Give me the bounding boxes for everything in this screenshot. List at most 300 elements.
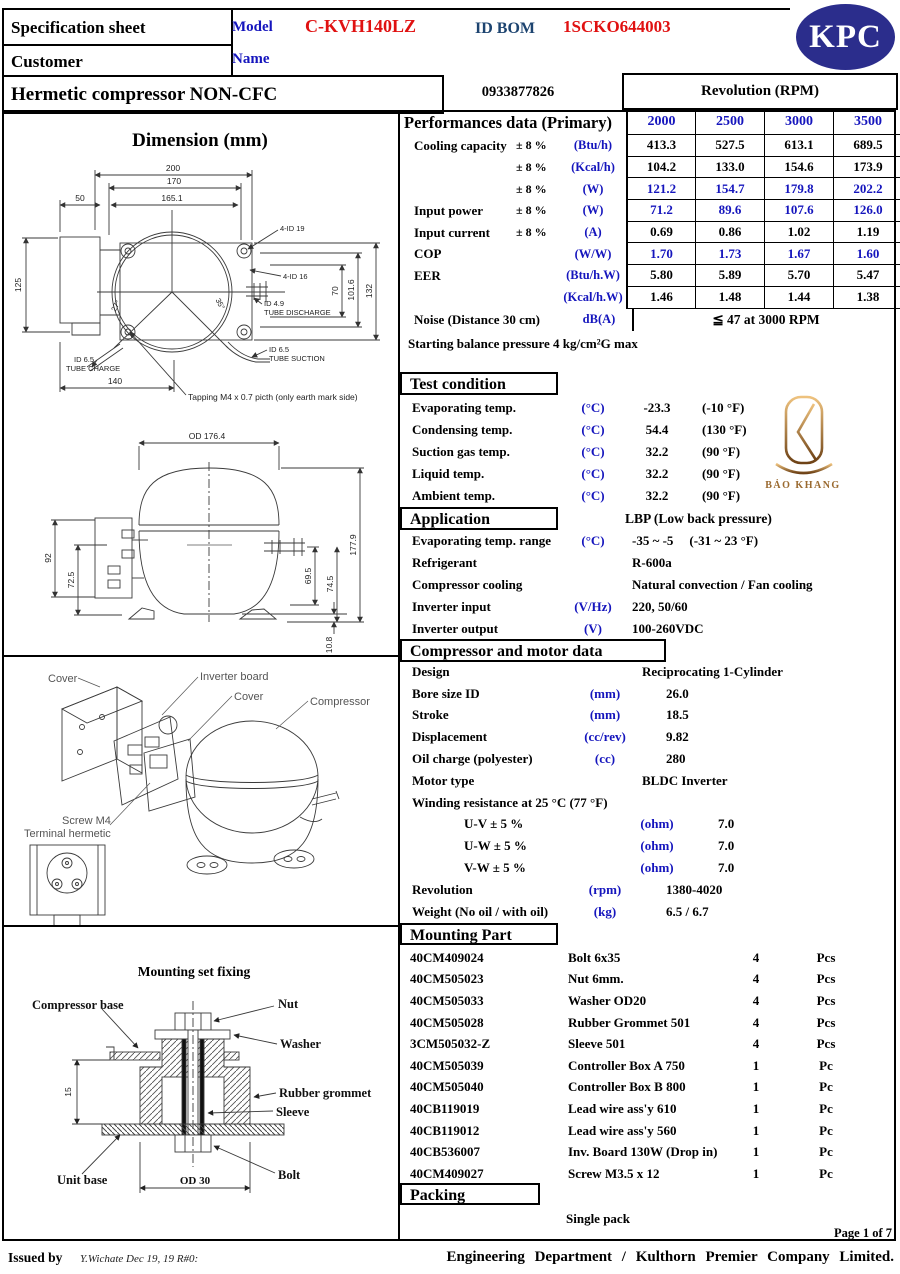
svg-text:Compressor: Compressor: [310, 696, 370, 708]
customer-label: Customer: [11, 51, 83, 71]
perf-value: 5.47: [833, 265, 900, 287]
row-value: Natural convection / Fan cooling: [632, 577, 813, 592]
perf-row-unit: (Kcal/h.W): [563, 290, 623, 305]
mounting-part-row: [400, 969, 898, 991]
part-quantity: 4: [752, 1036, 760, 1052]
perf-value: 1.73: [695, 243, 764, 265]
svg-text:Screw M4: Screw M4: [62, 815, 111, 827]
row-unit: (°C): [581, 444, 605, 459]
part-quantity: 1: [752, 1165, 760, 1181]
svg-text:4-ID 16: 4-ID 16: [283, 272, 308, 281]
part-description: Controller Box B 800: [568, 1079, 686, 1095]
row-unit: (°C): [581, 533, 605, 548]
perf-value: 613.1: [764, 135, 833, 157]
performance-row: [400, 287, 898, 309]
perf-row-tolerance: [516, 287, 560, 309]
part-quantity: 1: [752, 1057, 760, 1073]
perf-value: 5.70: [764, 265, 833, 287]
row-label: Suction gas temp.: [412, 444, 510, 459]
svg-text:Terminal hermetic: Terminal hermetic: [24, 828, 111, 840]
row-value: 220, 50/60: [632, 599, 688, 614]
row-value: 9.82: [666, 729, 689, 745]
motor-data-row: [400, 792, 898, 814]
noise-row: [400, 309, 898, 331]
rpm-column: 2000: [626, 110, 695, 135]
perf-row-label: Cooling capacity: [414, 137, 507, 153]
part-quantity: 4: [752, 949, 760, 965]
issued-by-signature: Y.Wichate Dec 19, 19 R#0:: [80, 1253, 199, 1265]
part-unit: Pcs: [816, 949, 836, 965]
product-box: [2, 75, 444, 114]
svg-text:69.5: 69.5: [303, 567, 313, 585]
side-view-dimensions: [51, 443, 364, 634]
svg-text:Compressor base: Compressor base: [32, 998, 124, 1012]
part-unit: Pc: [819, 1057, 833, 1073]
part-description: Inv. Board 130W (Drop in): [568, 1144, 718, 1160]
row-value: 32.2: [645, 444, 669, 459]
id-bom-value: 1SCKO644003: [563, 17, 671, 36]
svg-text:140: 140: [107, 376, 123, 386]
perf-value: 104.2: [626, 157, 695, 179]
row-label: Evaporating temp. range: [412, 533, 552, 548]
part-number: 40CM505028: [410, 1014, 484, 1030]
mounting-fixing-drawing: [2, 927, 398, 1241]
row-value: 100-260VDC: [632, 621, 704, 636]
perf-row-tolerance: ± 8 %: [516, 138, 547, 153]
motor-data-row: [400, 683, 898, 705]
svg-text:170: 170: [166, 176, 182, 186]
performance-row: [400, 200, 898, 222]
row-unit: (ohm): [640, 838, 674, 854]
motor-data-row: [400, 879, 898, 901]
page-number: Page 1 of 7: [834, 1226, 892, 1240]
row-unit: (V): [583, 621, 603, 636]
part-description: Lead wire ass'y 610: [568, 1100, 677, 1116]
motor-data-row: [400, 835, 898, 857]
motor-data-row: [400, 661, 898, 683]
svg-text:70: 70: [330, 286, 340, 296]
application-row: [400, 618, 898, 640]
mounting-part-row: [400, 990, 898, 1012]
part-unit: Pc: [819, 1165, 833, 1181]
perf-row-unit: (W): [582, 203, 604, 218]
row-alt-value: (-10 °F): [702, 400, 745, 415]
perf-row-tolerance: ± 8 %: [516, 160, 547, 175]
perf-row-tolerance: ± 8 %: [516, 225, 547, 240]
svg-text:TUBE CHARGE: TUBE CHARGE: [66, 364, 121, 373]
svg-text:Bolt: Bolt: [278, 1168, 301, 1182]
row-unit: (°C): [581, 422, 605, 437]
part-number: 40CM409024: [410, 949, 484, 965]
row-label: Weight (No oil / with oil): [412, 903, 549, 919]
performance-header-row: [400, 110, 898, 135]
perf-value: 689.5: [833, 135, 900, 157]
svg-text:TUBE SUCTION: TUBE SUCTION: [269, 354, 325, 363]
row-unit: (mm): [589, 707, 621, 723]
bao-khang-watermark: [748, 392, 858, 492]
svg-text:4-ID 19: 4-ID 19: [280, 224, 305, 233]
perf-row-label: [400, 178, 516, 200]
exploded-view-drawing: [2, 657, 398, 925]
row-unit: (V/Hz): [574, 599, 612, 614]
part-quantity: 4: [752, 992, 760, 1008]
part-description: Screw M3.5 x 12: [568, 1165, 660, 1181]
performance-row: [400, 157, 898, 179]
svg-text:72.5: 72.5: [66, 571, 76, 589]
perf-value: 202.2: [833, 178, 900, 200]
svg-text:Rubber grommet: Rubber grommet: [279, 1086, 372, 1100]
side-view-outline: [95, 462, 305, 622]
part-description: Washer OD20: [568, 992, 647, 1008]
perf-row-tolerance: [516, 265, 560, 287]
perf-value: 173.9: [833, 157, 900, 179]
part-unit: Pc: [819, 1100, 833, 1116]
part-number: 40CM505033: [410, 992, 484, 1008]
row-value: Reciprocating 1-Cylinder: [642, 663, 783, 679]
row-unit: (cc): [594, 751, 616, 767]
perf-value: 71.2: [626, 200, 695, 222]
row-label: Displacement: [412, 729, 488, 745]
svg-text:Cover: Cover: [234, 691, 264, 703]
svg-text:ID 4.9: ID 4.9: [264, 299, 285, 308]
row-value: R-600a: [632, 555, 672, 570]
model-label: Model: [232, 19, 273, 35]
row-alt-value: (90 °F): [702, 488, 741, 503]
application-row: [400, 596, 898, 618]
application-row: [400, 552, 898, 574]
mounting-part-row: [400, 1120, 898, 1142]
row-label: Winding resistance at 25 °C (77 °F): [412, 794, 608, 810]
section-application: Application: [400, 507, 558, 530]
section-packing: Packing: [400, 1183, 540, 1205]
row-label: V-W ± 5 %: [464, 860, 526, 876]
row-label: Liquid temp.: [412, 466, 485, 481]
perf-row-tolerance: [516, 243, 560, 265]
noise-unit: dB(A): [582, 312, 616, 327]
side-view-labels: [43, 431, 358, 653]
mounting-part-row: [400, 947, 898, 969]
performance-row: [400, 178, 898, 200]
application-row: [400, 530, 898, 552]
perf-value: 1.48: [695, 287, 764, 309]
customer-box: [2, 44, 233, 79]
top-view-labels: [13, 163, 374, 402]
perf-value: 0.86: [695, 222, 764, 244]
page-title: Specification sheet: [11, 18, 146, 37]
row-label: Motor type: [412, 772, 475, 788]
svg-text:27°: 27°: [109, 298, 123, 313]
part-unit: Pc: [819, 1144, 833, 1160]
part-unit: Pcs: [816, 1014, 836, 1030]
company-name: Engineering Department / Kulthorn Premier Company Limited.: [446, 1249, 894, 1265]
row-unit: (mm): [589, 685, 621, 701]
perf-value: 1.46: [626, 287, 695, 309]
row-label: Evaporating temp.: [412, 400, 516, 415]
part-quantity: 1: [752, 1100, 760, 1116]
part-quantity: 1: [752, 1079, 760, 1095]
performance-row: [400, 222, 898, 244]
perf-value: 179.8: [764, 178, 833, 200]
perf-value: 5.89: [695, 265, 764, 287]
part-unit: Pcs: [816, 992, 836, 1008]
row-unit: (cc/rev): [584, 729, 626, 745]
mounting-part-row: [400, 1033, 898, 1055]
perf-row-label: Input current: [414, 224, 490, 240]
svg-text:74.5: 74.5: [325, 575, 335, 593]
row-value: 18.5: [666, 707, 689, 723]
row-value: 6.5 / 6.7: [666, 903, 709, 919]
noise-value: ≦ 47 at 3000 RPM: [632, 309, 898, 331]
perf-value: 5.80: [626, 265, 695, 287]
perf-value: 1.44: [764, 287, 833, 309]
svg-text:Washer: Washer: [280, 1037, 321, 1051]
performance-row: [400, 243, 898, 265]
mounting-fix-title: Mounting set fixing: [137, 964, 251, 979]
perf-row-label: [400, 157, 516, 179]
perf-value: 121.2: [626, 178, 695, 200]
perf-row-unit: (A): [584, 225, 602, 240]
rpm-column: 2500: [695, 110, 764, 135]
svg-text:Tapping M4 x 0.7 picth (only e: Tapping M4 x 0.7 picth (only earth mark side): [188, 392, 358, 402]
part-description: Nut 6mm.: [568, 971, 624, 987]
svg-text:50: 50: [75, 193, 85, 203]
exploded-labels: [24, 671, 370, 840]
part-description: Bolt 6x35: [568, 949, 621, 965]
perf-row-unit: (Kcal/h): [571, 160, 615, 175]
svg-text:Inverter board: Inverter board: [200, 671, 269, 683]
row-label: Ambient temp.: [412, 488, 496, 503]
part-number: 40CM409027: [410, 1165, 484, 1181]
part-quantity: 1: [752, 1122, 760, 1138]
perf-row-label: [400, 287, 516, 309]
perf-value: 1.19: [833, 222, 900, 244]
row-label: Stroke: [412, 707, 449, 723]
row-value: 32.2: [645, 488, 669, 503]
motor-data-row: [400, 748, 898, 770]
row-label: Inverter input: [412, 599, 491, 614]
mounting-fix-outline: [102, 1001, 284, 1167]
row-unit: (°C): [581, 488, 605, 503]
starting-pressure-note: Starting balance pressure 4 kg/cm²G max: [408, 336, 638, 351]
perf-value: 126.0: [833, 200, 900, 222]
perf-row-label: Input power: [414, 202, 483, 218]
part-description: Controller Box A 750: [568, 1057, 685, 1073]
performance-table: [400, 110, 898, 331]
section-mounting-part: Mounting Part: [400, 923, 558, 945]
perf-value: 89.6: [695, 200, 764, 222]
motor-data-row: [400, 814, 898, 836]
row-value: 7.0: [718, 816, 735, 832]
mounting-part-row: [400, 1163, 898, 1185]
row-label: U-W ± 5 %: [464, 838, 527, 854]
row-value: 32.2: [645, 466, 669, 481]
part-number: 40CM505023: [410, 971, 484, 987]
row-unit: (ohm): [640, 860, 674, 876]
application-row: [400, 574, 898, 596]
section-motor-data: Compressor and motor data: [400, 639, 666, 662]
row-label: Condensing temp.: [412, 422, 513, 437]
row-label: U-V ± 5 %: [464, 816, 524, 832]
performance-title: Performances data (Primary): [404, 112, 612, 132]
row-label: Inverter output: [412, 621, 499, 636]
svg-text:101.6: 101.6: [346, 279, 356, 301]
row-label: Bore size ID: [412, 685, 480, 701]
row-value: 280: [666, 751, 686, 767]
row-value: -23.3: [643, 400, 671, 415]
svg-text:Cover: Cover: [48, 673, 78, 685]
name-label: Name: [232, 51, 270, 67]
part-number: 3CM505032-Z: [410, 1036, 491, 1052]
row-value: 1380-4020: [666, 881, 723, 897]
motor-data-row: [400, 705, 898, 727]
row-unit: (°C): [581, 466, 605, 481]
perf-row-unit: (W): [582, 181, 604, 196]
row-unit: (rpm): [588, 881, 622, 897]
motor-data-row: [400, 770, 898, 792]
row-value: BLDC Inverter: [642, 772, 728, 788]
revolution-header: Revolution (RPM): [622, 73, 898, 110]
row-label: Refrigerant: [412, 555, 477, 570]
part-description: Lead wire ass'y 560: [568, 1122, 677, 1138]
motor-data-row: [400, 726, 898, 748]
model-value: C-KVH140LZ: [305, 16, 417, 36]
part-number: 40CM505040: [410, 1079, 484, 1095]
svg-text:OD 176.4: OD 176.4: [188, 431, 226, 441]
perf-row-unit: (W/W): [574, 246, 612, 261]
svg-text:15: 15: [63, 1087, 73, 1097]
performance-rows: [400, 135, 898, 309]
row-alt-value: (90 °F): [702, 444, 741, 459]
title-box: [2, 8, 233, 48]
mounting-part-row: [400, 1012, 898, 1034]
perf-value: 1.60: [833, 243, 900, 265]
svg-text:TUBE DISCHARGE: TUBE DISCHARGE: [264, 308, 331, 317]
svg-text:200: 200: [165, 163, 181, 173]
dimension-title: Dimension (mm): [132, 130, 268, 151]
svg-text:Sleeve: Sleeve: [276, 1105, 310, 1119]
rpm-column: 3000: [764, 110, 833, 135]
row-label: Revolution: [412, 881, 473, 897]
mounting-part-row: [400, 1077, 898, 1099]
noise-label: Noise (Distance 30 cm): [414, 311, 540, 327]
kpc-logo: [796, 4, 895, 70]
row-value: 26.0: [666, 685, 689, 701]
part-quantity: 4: [752, 971, 760, 987]
part-description: Rubber Grommet 501: [568, 1014, 691, 1030]
perf-value: 1.02: [764, 222, 833, 244]
performance-row: [400, 265, 898, 287]
application-rows: [400, 530, 898, 640]
svg-text:132: 132: [364, 283, 374, 299]
bao-khang-text: BẢO KHANG: [765, 480, 841, 491]
svg-text:125: 125: [13, 277, 23, 293]
perf-value: 527.5: [695, 135, 764, 157]
svg-text:10.8: 10.8: [324, 636, 334, 654]
part-quantity: 4: [752, 1014, 760, 1030]
part-number: 40CB119012: [410, 1122, 480, 1138]
section-test-condition: Test condition: [400, 372, 558, 395]
part-unit: Pc: [819, 1079, 833, 1095]
perf-value: 154.6: [764, 157, 833, 179]
perf-value: 1.67: [764, 243, 833, 265]
mounting-rows: [400, 947, 898, 1185]
part-number: 40CM505039: [410, 1057, 484, 1073]
row-unit: (kg): [593, 903, 617, 919]
perf-row-tolerance: ± 8 %: [516, 203, 547, 218]
row-unit: (°C): [581, 400, 605, 415]
perf-row-label: EER: [414, 267, 441, 283]
svg-text:ID 6.5: ID 6.5: [269, 345, 290, 354]
product-title: Hermetic compressor NON-CFC: [11, 83, 278, 105]
perf-value: 1.70: [626, 243, 695, 265]
row-label: Design: [412, 663, 450, 679]
phone-number: 0933877826: [481, 84, 555, 100]
part-number: 40CB119019: [410, 1100, 480, 1116]
row-unit: (ohm): [640, 816, 674, 832]
svg-text:ID 6.5: ID 6.5: [74, 355, 95, 364]
svg-text:165.1: 165.1: [161, 193, 183, 203]
mounting-part-row: [400, 1141, 898, 1163]
perf-value: 0.69: [626, 222, 695, 244]
bao-khang-monogram: [776, 397, 832, 473]
svg-text:Unit base: Unit base: [57, 1173, 108, 1187]
svg-text:35°: 35°: [213, 296, 227, 311]
motor-data-row: [400, 901, 898, 923]
svg-text:OD 30: OD 30: [179, 1175, 211, 1187]
perf-value: 133.0: [695, 157, 764, 179]
part-unit: Pcs: [816, 971, 836, 987]
dimension-drawing: [2, 110, 398, 655]
mounting-part-row: [400, 1055, 898, 1077]
row-label: Oil charge (polyester): [412, 751, 533, 767]
row-value: -35 ~ -5: [632, 533, 674, 548]
row-value: 54.4: [645, 422, 669, 437]
packing-value: Single pack: [566, 1211, 630, 1226]
motor-data-row: [400, 857, 898, 879]
application-type: LBP (Low back pressure): [625, 511, 772, 526]
svg-text:177.9: 177.9: [348, 534, 358, 556]
row-value: 7.0: [718, 838, 735, 854]
issued-by-label: Issued by: [8, 1250, 63, 1265]
perf-value: 413.3: [626, 135, 695, 157]
id-bom-label: ID BOM: [475, 20, 535, 37]
perf-row-tolerance: ± 8 %: [516, 181, 547, 196]
part-quantity: 1: [752, 1144, 760, 1160]
row-alt-value: (-31 ~ 23 °F): [689, 533, 759, 548]
row-label: Compressor cooling: [412, 577, 523, 592]
rpm-column: 3500: [833, 110, 900, 135]
performance-row: [400, 135, 898, 157]
perf-value: 1.38: [833, 287, 900, 309]
row-alt-value: (130 °F): [702, 422, 747, 437]
part-unit: Pc: [819, 1122, 833, 1138]
perf-value: 154.7: [695, 178, 764, 200]
kpc-logo-text: KPC: [809, 18, 882, 55]
perf-value: 107.6: [764, 200, 833, 222]
perf-row-unit: (Btu/h): [573, 138, 613, 153]
part-number: 40CB536007: [410, 1144, 481, 1160]
row-alt-value: (90 °F): [702, 466, 741, 481]
perf-row-unit: (Btu/h.W): [566, 268, 620, 283]
row-value: 7.0: [718, 860, 735, 876]
part-unit: Pcs: [816, 1036, 836, 1052]
svg-text:92: 92: [43, 553, 53, 563]
motor-rows: [400, 661, 898, 923]
part-description: Sleeve 501: [568, 1036, 626, 1052]
exploded-outline: [30, 687, 339, 925]
perf-row-label: COP: [414, 246, 442, 262]
svg-text:Nut: Nut: [278, 997, 299, 1011]
